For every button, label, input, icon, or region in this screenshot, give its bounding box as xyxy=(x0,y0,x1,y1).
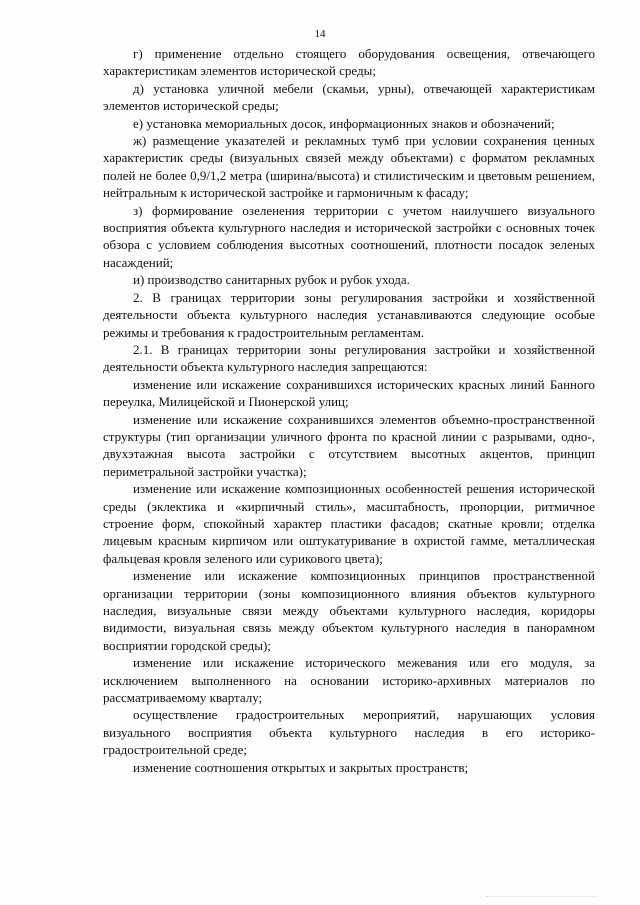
paragraph-prohibition-spatial-organization: изменение или искажение композиционных принципов пространственной организации территории (зоны композиционного влияния объектов культурного наследия, визуальные связи между объектами культурного наследия, коридоры видимости, визуальная связь между объектом культурного наследия в панорамном восприятии городской среды); xyxy=(103,568,595,653)
paragraph-prohibition-red-lines: изменение или искажение сохранившихся исторических красных линий Банного переулка, Милицейской и Пионерской улиц; xyxy=(103,376,595,410)
page-number: 14 xyxy=(314,28,326,40)
document-body xyxy=(103,45,595,776)
paragraph-item-i: и) производство санитарных рубок и рубок ухода. xyxy=(133,272,410,288)
paragraph-prohibition-composition: изменение или искажение композиционных особенностей решения исторической среды (эклектика и «кирпичный стиль», масштабность, пропорции, ритмичное строение форм, спокойный характер пластики фасадов; скатные кровли; отделка лицевым красным кирпичом или оштукатуривание в охристой гамме, металлическая фальцевая кровля зеленого или сурикового цвета); xyxy=(103,481,595,566)
paragraph-item-d: д) установка уличной мебели (скамьи, урны), отвечающей характеристикам элементов исторической среды; xyxy=(103,80,595,114)
paragraph-prohibition-open-closed-spaces: изменение соотношения открытых и закрытых пространств; xyxy=(133,759,469,775)
paragraph-item-z: з) формирование озеленения территории с учетом наилучшего визуального восприятия объекта культурного наследия и исторической застройки с основных точек обзора с условием соблюдения высотных соотношений, плотности посадок зеленых насаждений; xyxy=(103,202,595,270)
paragraph-section-2: 2. В границах территории зоны регулирования застройки и хозяйственной деятельности объекта культурного наследия устанавливаются следующие особые режимы и требования к градостроительным регламентам. xyxy=(103,289,595,340)
paragraph-prohibition-urban-measures: осуществление градостроительных мероприятий, нарушающих условия визуального восприятия объекта культурного наследия в его историко-градостроительной среде; xyxy=(103,707,595,758)
paragraph-item-e: е) установка мемориальных досок, информационных знаков и обозначений; xyxy=(133,115,555,131)
scan-artifact xyxy=(486,892,596,897)
paragraph-item-g: г) применение отдельно стоящего оборудования освещения, отвечающего характеристикам элементов исторической среды; xyxy=(103,46,595,79)
paragraph-item-zh: ж) размещение указателей и рекламных тумб при условии сохранения ценных характеристик среды (визуальных связей между объектами) с форматом рекламных полей не более 0,9/1,2 метра (ширина/высота) и стилистическим и цветовым решением, нейтральным к исторической застройке и гармоничным к фасаду; xyxy=(103,133,595,201)
paragraph-section-2-1: 2.1. В границах территории зоны регулирования застройки и хозяйственной деятельности объекта культурного наследия запрещаются: xyxy=(103,341,595,375)
paragraph-prohibition-land-division: изменение или искажение исторического межевания или его модуля, за исключением выполненного на основании историко-архивных материалов по рассматриваемому кварталу; xyxy=(103,655,595,706)
paragraph-prohibition-volume-structure: изменение или искажение сохранившихся элементов объемно-пространственной структуры (тип организации уличного фронта по красной линии с разрывами, одно-, двухэтажная высота застройки с отсутствием высотных акцентов, принцип периметральной застройки участка); xyxy=(103,411,595,479)
